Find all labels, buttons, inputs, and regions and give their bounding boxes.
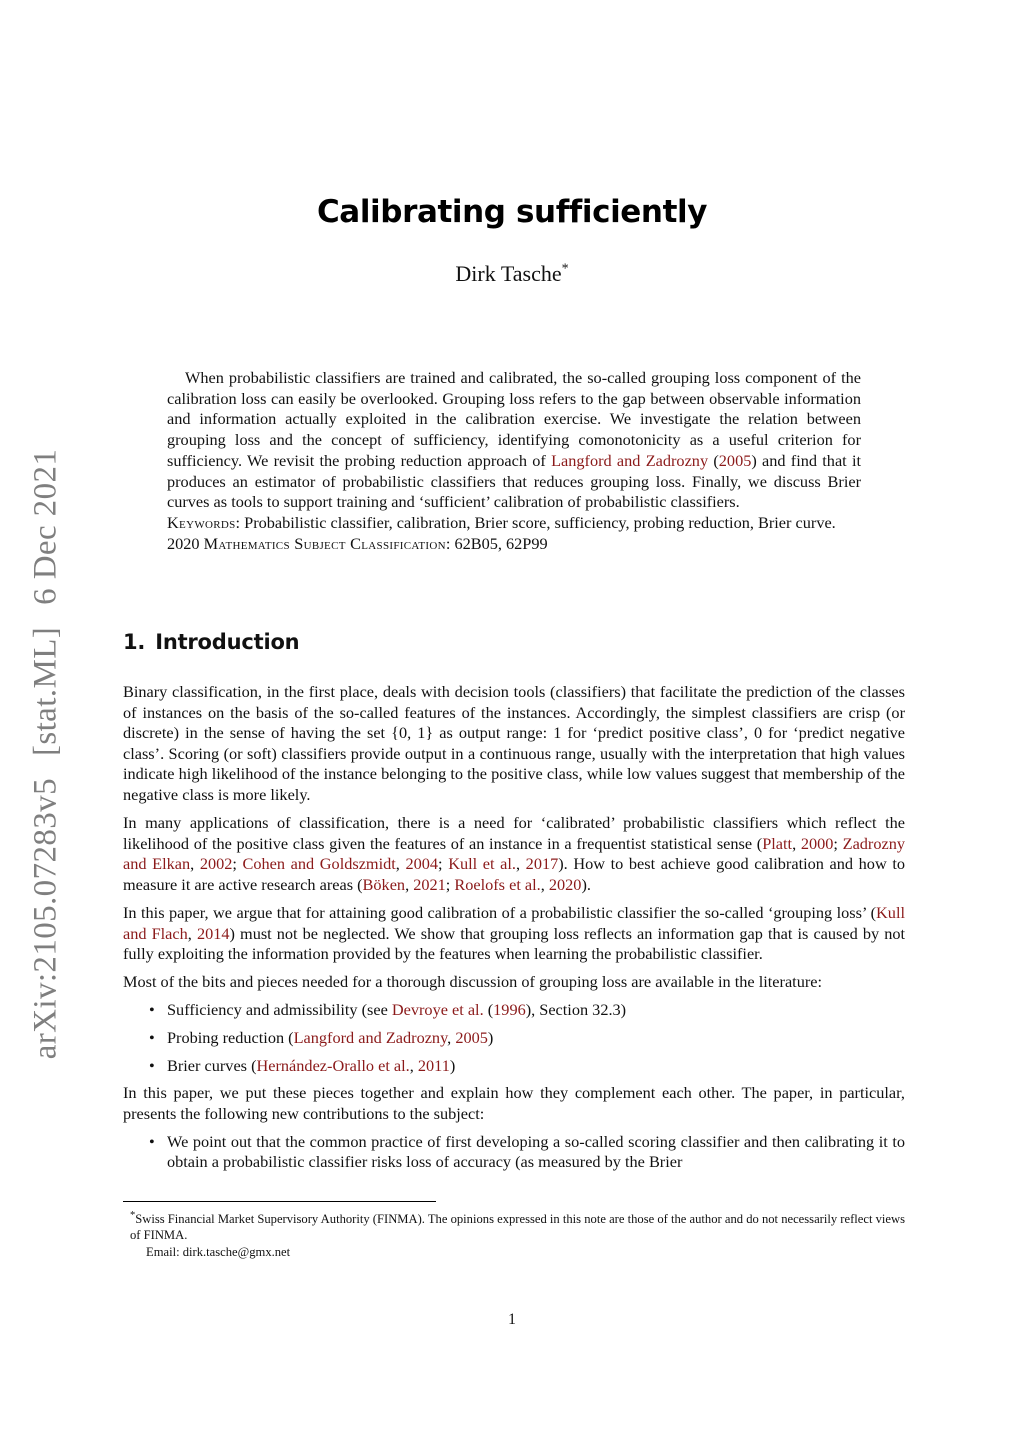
citation-year-link[interactable]: 2005 (718, 450, 752, 470)
paragraph: In many applications of classification, there is a need for ‘calibrated’ probabilistic classifiers which reflect the likelihood of the positive class given the features of an instance in a frequentist statistical sense (Platt, 2000; Zadrozny and Elkan, 2002; Cohen and Goldszmidt, 2004; Kull et al., 2017). How to best achieve good calibration and how to measure it are active research areas (Böken, 2021; Roelofs et al., 2020). (123, 813, 906, 894)
msc-classification: 2020 Mathematics Subject Classification: 62B05, 62P99 (167, 533, 548, 553)
list-item: • We point out that the common practice of first developing a so-called scoring classifier and then calibrating it to obtain a probabilistic classifier risks loss of accuracy (as measured by the Brier (123, 1132, 905, 1173)
keywords (167, 513, 861, 534)
citation-link[interactable]: Platt (762, 833, 793, 853)
footnote-text: *Swiss Financial Market Supervisory Authority (FINMA). The opinions expressed in this note are those of the author and do not necessarily reflect views of FINMA. (130, 1210, 905, 1243)
list-item: • Probing reduction (Langford and Zadrozny, 2005) (123, 1028, 905, 1049)
paragraph: In this paper, we put these pieces together and explain how they complement each other. The paper, in particular, presents the following new contributions to the subject: (123, 1083, 905, 1123)
keywords-list: : Probabilistic classifier, calibration, Brier score, sufficiency, probing reduction, Brier curve. (235, 512, 836, 532)
section-number: 1. (123, 630, 146, 654)
paragraph: Most of the bits and pieces needed for a thorough discussion of grouping loss are available in the literature: (123, 972, 823, 992)
citation-link[interactable]: Zadrozny and Elkan (123, 833, 906, 874)
citation-year-link[interactable]: 2021 (413, 874, 446, 894)
citation-year-link[interactable]: 2004 (405, 854, 439, 874)
section-title: Introduction (155, 630, 300, 654)
paper-title: Calibrating sufficiently (316, 194, 708, 230)
list-item: • Brier curves (Hernández-Orallo et al., 2011) (123, 1056, 905, 1077)
msc-label: Mathematics Subject Classification (203, 533, 446, 553)
citation-year-link[interactable]: 2002 (199, 854, 233, 874)
citation-year-link[interactable]: 2014 (196, 923, 230, 943)
author-line (0, 261, 1024, 287)
citation-link[interactable]: Kull and Flach (123, 902, 905, 943)
citation-link[interactable]: Langford and Zadrozny (551, 450, 709, 470)
introduction-body (123, 682, 905, 1180)
citation-link[interactable]: Böken (362, 874, 406, 894)
citation-link[interactable]: Hernández-Orallo et al. (256, 1055, 410, 1075)
literature-list (123, 1000, 905, 1076)
citation-year-link[interactable]: 2011 (417, 1055, 450, 1075)
author-footnote-mark[interactable]: * (561, 261, 569, 277)
section-heading-introduction (123, 630, 299, 654)
keywords-label: Keywords (167, 512, 236, 532)
contributions-list (123, 1132, 905, 1173)
arxiv-category: [stat.ML] (27, 626, 64, 757)
abstract-text: When probabilistic classifiers are trained and calibrated, the so-called grouping loss component of the calibration loss can easily be overlooked. Grouping loss refers to the gap between observable information and information actually exploited in the calibration exercise. We investigate the relation between grouping loss and the concept of sufficiency, identifying comonotonicity as a useful criterion for sufficiency. We revisit the probing reduction approach of Langford and Zadrozny (2005) and find that it produces an estimator of probabilistic classifiers that reduces grouping loss. Finally, we discuss Brier curves as tools to support training and ‘sufficient’ calibration of probabilistic classifiers. (167, 368, 862, 512)
citation-year-link[interactable]: 2020 (548, 874, 582, 894)
author-name: Dirk Tasche (455, 261, 562, 286)
citation-link[interactable]: Devroye et al. (391, 1000, 484, 1020)
msc-codes: : 62B05, 62P99 (445, 533, 548, 553)
arxiv-id[interactable]: arXiv:2105.07283v5 (27, 778, 64, 1060)
abstract (167, 368, 861, 554)
paragraph: In this paper, we argue that for attaining good calibration of a probabilistic classifier the so-called ‘grouping loss’ (Kull and Flach, 2014) must not be neglected. We show that grouping loss reflects an information gap that is caused by not fully exploiting the information provided by the features when learning the probabilistic classifier. (123, 902, 906, 964)
citation-link[interactable]: Langford and Zadrozny (293, 1027, 448, 1047)
page-number: 1 (508, 1311, 516, 1328)
footnote-email: Email: dirk.tasche@gmx.net (146, 1244, 291, 1259)
citation-year-link[interactable]: 1996 (493, 1000, 526, 1020)
citation-year-link[interactable]: 2000 (800, 833, 834, 853)
arxiv-identifier-sidebar (28, 438, 65, 1071)
citation-year-link[interactable]: 2017 (525, 854, 559, 874)
paragraph: Binary classification, in the first place, deals with decision tools (classifiers) that facilitate the prediction of the classes of instances on the basis of the so-called features of the instances. Accordingly, the simplest classifiers are crisp (or discrete) in the sense of having the set {0, 1} as output range: 1 for ‘predict positive class’, 0 for ‘predict negative class’. Scoring (or soft) classifiers provide output in a continuous range, usually with the interpretation that high values indicate high likelihood of the instance belonging to the positive class, while low values suggest that membership of the negative class is more likely. (123, 682, 905, 804)
footnote-divider (123, 1201, 436, 1202)
citation-link[interactable]: Kull et al. (448, 854, 516, 874)
citation-link[interactable]: Roelofs et al. (454, 874, 541, 894)
list-item: • Sufficiency and admissibility (see Devroye et al. (1996), Section 32.3) (123, 1000, 905, 1021)
footnote-mark: * (130, 1210, 136, 1221)
arxiv-date: 6 Dec 2021 (27, 448, 64, 605)
footnote (130, 1208, 905, 1260)
citation-year-link[interactable]: 2005 (455, 1027, 488, 1047)
citation-link[interactable]: Cohen and Goldszmidt (242, 854, 396, 874)
